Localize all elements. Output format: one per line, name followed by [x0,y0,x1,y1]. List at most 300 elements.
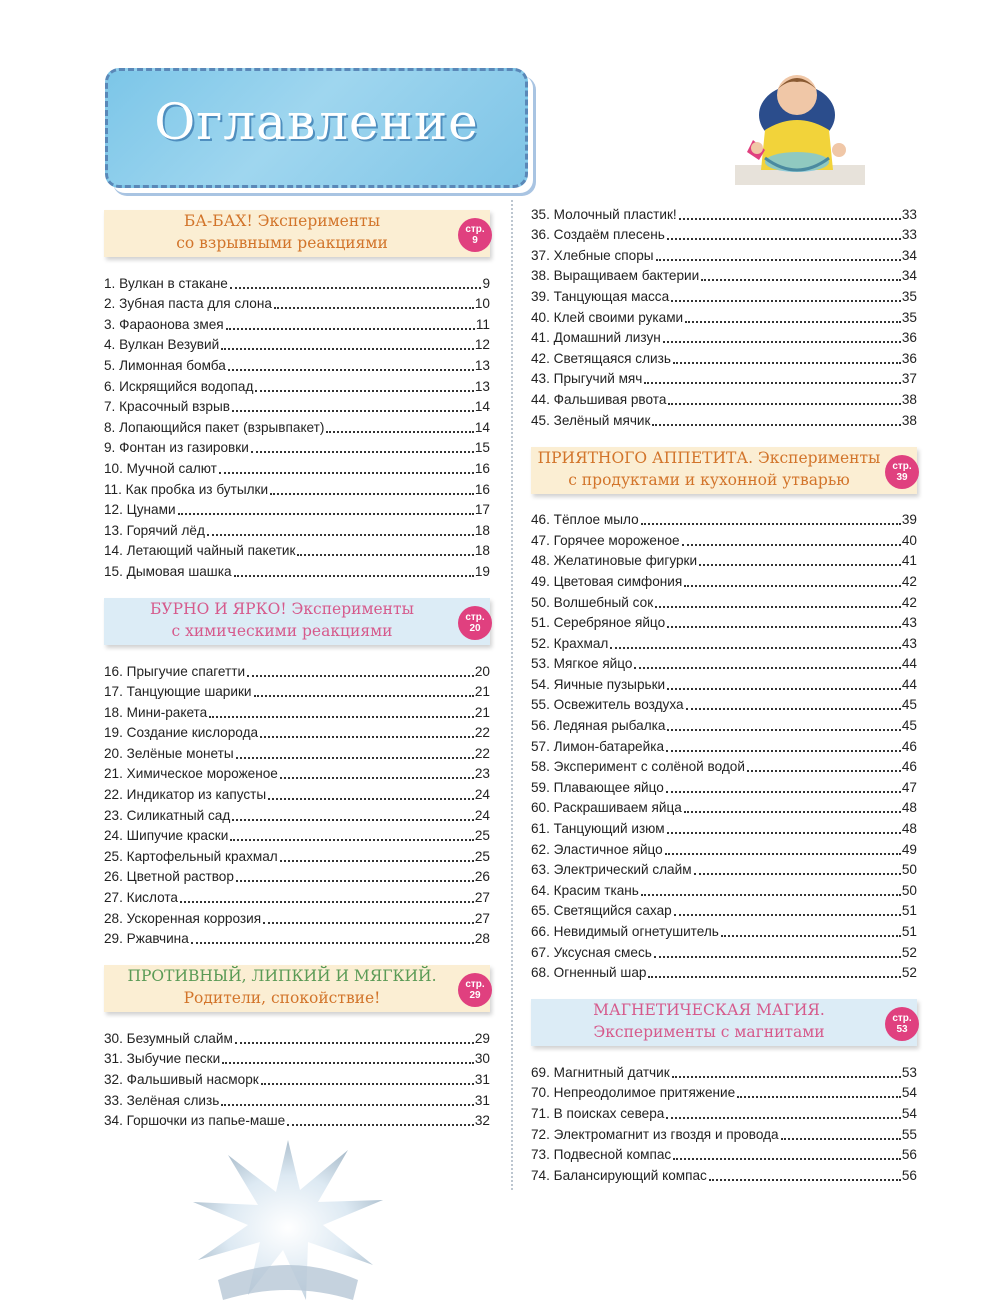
entry-page: 25 [474,828,490,844]
entry-page: 41 [901,553,917,569]
entry-page: 48 [901,821,917,837]
toc-entry[interactable] [104,539,490,560]
entry-title: 44. Фальшивая рвота [531,391,667,407]
entry-page: 56 [901,1147,917,1163]
dot-leader [207,534,474,536]
section-subtitle: Эксперименты с магнитами [593,1023,825,1042]
entry-title: 47. Горячее мороженое [531,532,680,548]
toc-entry[interactable] [104,395,490,416]
entry-title: 68. Огненный шар [531,965,647,981]
entry-page: 21 [474,684,490,700]
entry-page: 23 [474,766,490,782]
entry-page: 50 [901,882,917,898]
entry-title: 38. Выращиваем бактерии [531,268,700,284]
toc-entry[interactable] [531,346,917,367]
dot-leader [747,770,901,772]
entry-page: 24 [474,807,490,823]
dot-leader [694,873,901,875]
section-title: БА-БАХ! Эксперименты [183,212,381,230]
dot-leader [180,901,474,903]
page-badge [458,606,492,640]
entry-title: 18. Мини-ракета [104,704,208,720]
entry-title: 49. Цветовая симфония [531,573,683,589]
dot-leader [254,695,474,697]
dot-leader [230,839,474,841]
dot-leader [234,575,474,577]
section-header-ba-bah [104,210,490,257]
toc-entry[interactable] [531,1143,917,1164]
dot-leader [251,451,474,453]
entry-page: 17 [474,502,490,518]
entry-page: 35 [901,288,917,304]
entry-title: 32. Фальшивый насморк [104,1072,259,1087]
toc-entry[interactable] [104,353,490,374]
entry-page: 31 [474,1072,490,1087]
toc-entry[interactable] [104,415,490,436]
entry-title: 61. Танцующий изюм [531,821,665,837]
entry-page: 51 [901,924,917,939]
entry-title: 54. Яичные пузырьки [531,676,666,692]
entry-page: 21 [474,704,490,720]
toc-entry[interactable] [531,590,917,611]
entry-title: 26. Цветной раствор [104,869,234,885]
toc-entry[interactable] [104,824,490,845]
toc-entry[interactable] [104,374,490,395]
entry-page: 11 [475,316,490,332]
toc-entry[interactable] [531,1060,917,1081]
entry-page: 42 [901,573,917,589]
dot-leader [709,1179,901,1181]
dot-leader [268,798,474,800]
toc-entry[interactable] [104,700,490,721]
entry-page: 45 [901,697,917,713]
entry-page: 44 [901,676,917,692]
dot-leader [232,819,474,821]
toc-entry[interactable] [104,559,490,580]
entry-title: 10. Мучной салют [104,460,217,476]
dot-leader [326,431,473,433]
toc-entry[interactable] [531,326,917,347]
entry-page: 13 [474,378,490,394]
dot-leader [247,675,474,677]
entry-page: 46 [901,759,917,775]
toc-entry[interactable] [104,518,490,539]
dot-leader [721,935,901,937]
toc-entry[interactable] [531,631,917,652]
entry-page: 13 [474,357,490,373]
badge-label: стр. [465,224,485,235]
dot-leader [667,238,901,240]
entry-page: 22 [474,725,490,741]
badge-page: 9 [472,235,478,246]
entry-title: 30. Безумный слайм [104,1030,233,1046]
dot-leader [667,688,901,690]
entry-page: 27 [474,910,490,926]
entry-page: 40 [901,532,917,548]
toc-entry[interactable] [531,899,917,920]
entry-title: 2. Зубная паста для слона [104,296,272,312]
section-subtitle: с химическими реакциями [171,621,393,640]
toc-entry[interactable] [104,741,490,762]
entry-title: 3. Фараонова змея [104,316,224,332]
toc-entry[interactable] [531,816,917,837]
toc-entry[interactable] [531,775,917,796]
entry-page: 34 [901,247,917,263]
section-subtitle: Родители, спокойствие! [183,989,381,1008]
dot-leader [297,554,473,556]
dot-leader [219,472,474,474]
entry-title: 64. Красим ткань [531,882,639,898]
dot-leader [209,716,474,718]
entry-title: 17. Танцующие шарики [104,684,252,700]
dot-leader [263,922,474,924]
section-header-burno [104,598,490,645]
badge-page: 53 [896,1024,908,1036]
toc-entry[interactable] [531,305,917,326]
entry-page: 18 [474,543,490,559]
entry-title: 12. Цунами [104,502,176,518]
page-badge [458,218,492,252]
entry-page: 46 [901,738,917,754]
entry-page: 22 [474,745,490,761]
entry-title: 16. Прыгучие спагетти [104,663,246,679]
section-title: ПРОТИВНЫЙ, ЛИПКИЙ И МЯГКИЙ. [127,967,437,986]
entry-page: 27 [474,890,490,906]
entry-page: 54 [901,1085,917,1101]
entry-title: 14. Летающий чайный пакетик [104,543,296,559]
entry-page: 30 [474,1051,490,1067]
entry-page: 53 [901,1064,917,1080]
toc-entry[interactable] [104,803,490,824]
entry-page: 36 [901,330,917,346]
entry-page: 37 [901,371,917,387]
entry-title: 1. Вулкан в стакане [104,275,228,291]
dot-leader [685,321,901,323]
section-title: БУРНО И ЯРКО! Эксперименты [150,599,414,618]
dot-leader [641,894,901,896]
dot-leader [781,1138,901,1140]
entry-title: 23. Силикатный сад [104,807,231,823]
entry-title: 34. Горшочки из папье-маше [104,1113,286,1129]
page-badge [885,455,919,489]
entry-page: 39 [901,512,917,528]
dot-leader [230,287,482,289]
toc-entry[interactable] [531,858,917,879]
toc-entry[interactable] [531,940,917,961]
entry-page: 42 [901,594,917,610]
entry-title: 5. Лимонная бомба [104,357,226,373]
toc-entry[interactable] [104,312,490,333]
entry-page: 24 [474,787,490,803]
entry-title: 48. Желатиновые фигурки [531,553,698,569]
title-banner [105,68,528,188]
toc-entry[interactable] [531,713,917,734]
entry-page: 16 [474,481,490,497]
dot-leader [652,424,900,426]
dot-leader [737,1096,901,1098]
dot-leader [222,1062,474,1064]
toc-entry[interactable] [104,659,490,680]
toc-entry[interactable] [531,1101,917,1122]
dot-leader [280,777,474,779]
dot-leader [641,523,901,525]
entry-title: 7. Красочный взрыв [104,399,230,415]
entry-title: 15. Дымовая шашка [104,563,232,579]
entry-title: 69. Магнитный датчик [531,1064,670,1080]
entry-title: 58. Эксперимент с солёной водой [531,759,745,775]
entry-page: 16 [474,460,490,476]
dot-leader [682,544,901,546]
entry-title: 42. Светящаяся слизь [531,350,671,366]
toc-list [531,202,917,429]
page-badge [885,1007,919,1041]
dot-leader [235,1042,474,1044]
toc-entry[interactable] [531,693,917,714]
dot-leader [644,382,901,384]
entry-title: 39. Танцующая масса [531,288,670,304]
entry-title: 43. Прыгучий мяч [531,371,643,387]
toc-entry[interactable] [104,721,490,742]
dot-leader [228,369,474,371]
toc-entry[interactable] [531,919,917,940]
toc-entry[interactable] [104,271,490,292]
entry-page: 52 [901,965,917,981]
entry-page: 20 [474,663,490,679]
entry-title: 63. Электрический слайм [531,862,692,878]
entry-page: 51 [901,903,917,919]
section-subtitle: со взрывными реакциями [176,234,388,252]
dot-leader [666,791,901,793]
entry-title: 60. Раскрашиваем яйца [531,800,682,816]
dot-leader [684,585,901,587]
entry-title: 8. Лопающийся пакет (взрывпакет) [104,419,325,435]
toc-entry[interactable] [531,508,917,529]
toc-entry[interactable] [104,762,490,783]
entry-title: 46. Тёплое мыло [531,512,639,528]
entry-page: 56 [901,1167,917,1183]
toc-entry[interactable] [104,1109,490,1130]
dot-leader [666,1117,901,1119]
dot-leader [610,647,901,649]
entry-page: 47 [901,779,917,795]
entry-page: 45 [901,718,917,734]
entry-page: 25 [474,848,490,864]
toc-entry[interactable] [104,333,490,354]
toc-entry[interactable] [104,292,490,313]
toc-entry[interactable] [531,367,917,388]
entry-title: 40. Клей своими руками [531,309,684,325]
entry-page: 33 [901,206,917,222]
entry-title: 9. Фонтан из газировки [104,440,249,456]
toc-entry[interactable] [531,408,917,429]
dot-leader [280,860,474,862]
entry-title: 55. Освежитель воздуха [531,697,684,713]
toc-entry[interactable] [531,202,917,223]
dot-leader [667,729,900,731]
entry-title: 35. Молочный пластик! [531,206,677,222]
toc-entry[interactable] [531,652,917,673]
toc-list [104,271,490,580]
toc-entry[interactable] [531,264,917,285]
splash-illustration [188,1130,388,1305]
dot-leader [654,956,901,958]
toc-entry[interactable] [531,284,917,305]
toc-entry[interactable] [104,477,490,498]
entry-title: 56. Ледяная рыбалка [531,718,666,734]
badge-page: 29 [469,990,481,1002]
entry-title: 66. Невидимый огнетушитель [531,924,719,939]
entry-title: 28. Ускоренная коррозия [104,910,262,926]
entry-page: 28 [474,931,490,947]
toc-entry[interactable] [104,865,490,886]
badge-label: стр. [892,460,912,472]
toc-entry[interactable] [531,755,917,776]
toc-entry[interactable] [104,906,490,927]
toc-list [104,1026,490,1129]
toc-entry[interactable] [104,1088,490,1109]
entry-title: 37. Хлебные споры [531,247,654,263]
dot-leader [665,853,901,855]
toc-entry[interactable] [531,611,917,632]
entry-title: 73. Подвесной компас [531,1147,672,1163]
right-column [531,204,917,1184]
toc-list [104,659,490,947]
entry-title: 62. Эластичное яйцо [531,841,663,857]
entry-page: 9 [482,275,490,291]
dot-leader [671,300,901,302]
dot-leader [656,259,901,261]
entry-title: 22. Индикатор из капусты [104,787,267,803]
toc-entry[interactable] [104,844,490,865]
toc-entry[interactable] [531,672,917,693]
dot-leader [270,493,474,495]
toc-entry[interactable] [531,837,917,858]
toc-list [531,508,917,982]
dot-leader [674,914,901,916]
toc-entry[interactable] [531,961,917,982]
toc-entry[interactable] [104,436,490,457]
badge-label: стр. [892,1013,912,1025]
dot-leader [673,362,901,364]
toc-entry[interactable] [104,456,490,477]
section-header-appetit [531,447,917,494]
boy-illustration [735,70,865,185]
left-column [104,204,490,1129]
dot-leader [701,279,901,281]
toc-entry[interactable] [531,734,917,755]
section-header-protivny [104,965,490,1012]
entry-title: 25. Картофельный крахмал [104,848,278,864]
toc-entry[interactable] [104,927,490,948]
entry-title: 53. Мягкое яйцо [531,656,633,672]
entry-page: 31 [474,1092,490,1108]
entry-title: 13. Горячий лёд [104,522,205,538]
toc-entry[interactable] [531,528,917,549]
entry-page: 14 [474,419,490,435]
toc-entry[interactable] [531,223,917,244]
dot-leader [648,976,900,978]
badge-label: стр. [465,611,485,623]
entry-page: 38 [901,391,917,407]
dot-leader [274,307,474,309]
toc-entry[interactable] [104,1067,490,1088]
entry-page: 34 [901,268,917,284]
dot-leader [679,218,901,220]
toc-entry[interactable] [104,885,490,906]
entry-title: 50. Волшебный сок [531,594,654,610]
entry-title: 70. Непреодолимое притяжение [531,1085,736,1101]
dot-leader [221,348,474,350]
toc-entry[interactable] [531,878,917,899]
dot-leader [634,667,900,669]
entry-title: 74. Балансирующий компас [531,1167,707,1183]
entry-title: 51. Серебряное яйцо [531,615,666,631]
entry-title: 4. Вулкан Везувий [104,337,220,353]
toc-entry[interactable] [531,1081,917,1102]
badge-page: 20 [469,622,481,634]
toc-entry[interactable] [531,1163,917,1184]
entry-title: 24. Шипучие краски [104,828,229,844]
entry-page: 18 [474,522,490,538]
toc-entry[interactable] [531,796,917,817]
dot-leader [191,942,474,944]
entry-title: 19. Создание кислорода [104,725,259,741]
toc-entry[interactable] [531,1122,917,1143]
section-subtitle: с продуктами и кухонной утварью [568,470,850,489]
entry-page: 43 [901,635,917,651]
dot-leader [226,328,475,330]
entry-title: 57. Лимон-батарейка [531,738,665,754]
dot-leader [287,1124,474,1126]
section-title: ПРИЯТНОГО АППЕТИТА. Эксперименты [537,448,881,467]
entry-page: 29 [474,1030,490,1046]
entry-page: 33 [901,227,917,243]
entry-page: 35 [901,309,917,325]
entry-title: 6. Искрящийся водопад [104,378,254,394]
entry-page: 15 [474,440,490,456]
entry-page: 14 [474,399,490,415]
dot-leader [260,736,474,738]
toc-entry[interactable] [104,498,490,519]
toc-entry[interactable] [104,1026,490,1047]
dot-leader [221,1104,474,1106]
dot-leader [663,341,901,343]
entry-page: 54 [901,1105,917,1121]
dot-leader [178,513,474,515]
entry-title: 31. Зыбучие пески [104,1051,221,1067]
toc-entry[interactable] [531,569,917,590]
dot-leader [655,606,901,608]
entry-page: 36 [901,350,917,366]
entry-title: 65. Светящийся сахар [531,903,672,919]
toc-entry[interactable] [104,680,490,701]
toc-entry[interactable] [531,549,917,570]
entry-page: 52 [901,944,917,960]
toc-entry[interactable] [104,1047,490,1068]
dot-leader [236,757,474,759]
entry-page: 43 [901,615,917,631]
entry-page: 10 [474,296,490,312]
entry-page: 44 [901,656,917,672]
entry-page: 26 [474,869,490,885]
entry-title: 11. Как пробка из бутылки [104,481,269,497]
column-divider [511,200,513,1190]
page-badge [458,973,492,1007]
toc-entry[interactable] [531,243,917,264]
entry-title: 72. Электромагнит из гвоздя и провода [531,1126,779,1142]
toc-entry[interactable] [531,387,917,408]
toc-entry[interactable] [104,782,490,803]
